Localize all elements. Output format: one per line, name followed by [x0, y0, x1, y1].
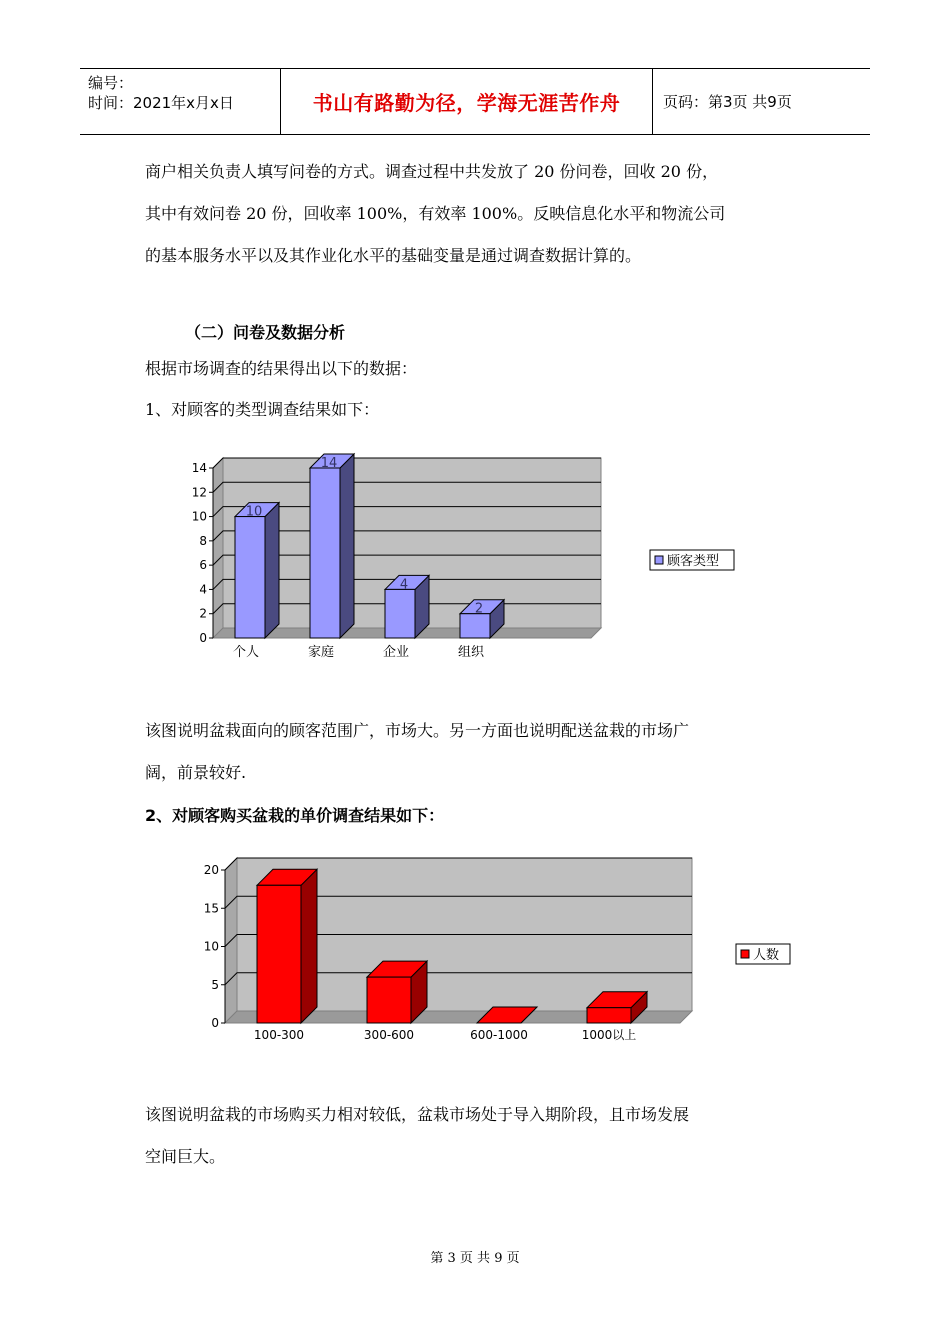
data-label: 14: [320, 456, 338, 471]
x-tick-label: 家庭: [307, 645, 335, 660]
chart1-conclusion-line-2: 阔，前景较好.: [145, 763, 247, 782]
item2-title: 2、对顾客购买盆栽的单价调查结果如下：: [145, 806, 445, 825]
y-tick-label: 14: [191, 461, 207, 475]
legend-swatch: [655, 556, 663, 564]
plot-side-wall: [213, 458, 223, 638]
y-tick-label: 5: [211, 977, 219, 992]
page-footer: 第 3 页 共 9 页: [430, 1251, 520, 1266]
page-header: [80, 68, 870, 135]
x-tick-label: 组织: [457, 645, 485, 660]
y-tick-label: 15: [203, 901, 219, 916]
bar: [235, 517, 265, 638]
legend-label: 顾客类型: [667, 554, 720, 569]
legend-label: 人数: [753, 948, 780, 963]
bar-side: [265, 503, 279, 638]
section-heading: （二）问卷及数据分析: [185, 323, 346, 342]
bar: [310, 468, 340, 638]
y-tick-label: 0: [199, 631, 207, 645]
data-label: 4: [399, 577, 409, 593]
data-label: 10: [245, 504, 263, 520]
intro-line-2: 其中有效问卷 20 份，回收率 100%，有效率 100%。反映信息化水平和物流公司: [145, 204, 726, 223]
chart1-conclusion-line-1: 该图说明盆栽面向的顾客范围广，市场大。另一方面也说明配送盆栽的市场广: [145, 721, 690, 740]
intro-line-1: 商户相关负责人填写问卷的方式。调查过程中共发放了 20 份问卷，回收 20 份，: [145, 162, 719, 181]
header-motto-cell: [281, 69, 653, 134]
bar-side: [340, 454, 354, 638]
y-tick-label: 6: [199, 558, 207, 573]
x-tick-label: 600-1000: [470, 1028, 528, 1042]
x-tick-label: 100-300: [253, 1028, 305, 1042]
y-tick-label: 10: [191, 509, 207, 524]
y-tick-label: 0: [211, 1016, 219, 1030]
item1-title: 1、对顾客的类型调查结果如下：: [145, 400, 380, 419]
y-tick-label: 10: [203, 939, 219, 954]
customer-type-chart: [180, 450, 760, 675]
header-motto: 书山有路勤为径，学海无涯苦作舟: [312, 91, 621, 115]
header-number: 编号：: [88, 74, 134, 92]
y-tick-label: 4: [199, 582, 207, 597]
chart2-conclusion-line-2: 空间巨大。: [145, 1147, 226, 1166]
header-page-text: 页码：第3页 共9页: [663, 93, 792, 111]
unit-price-chart: [180, 850, 820, 1050]
bar: [367, 977, 411, 1023]
y-tick-label: 8: [199, 533, 207, 548]
header-meta: [80, 69, 281, 134]
y-tick-label: 20: [203, 863, 219, 877]
bar: [460, 614, 490, 638]
header-time: 时间：2021年x月x日: [88, 94, 234, 112]
intro-line-3: 的基本服务水平以及其作业化水平的基础变量是通过调查数据计算的。: [145, 246, 642, 265]
bar: [587, 1008, 631, 1023]
bar-side: [301, 869, 317, 1023]
x-tick-label: 300-600: [363, 1028, 415, 1042]
y-tick-label: 2: [199, 606, 207, 621]
bar: [385, 589, 415, 638]
chart2-conclusion-line-1: 该图说明盆栽的市场购买力相对较低，盆栽市场处于导入期阶段，且市场发展: [145, 1105, 690, 1124]
y-tick-label: 12: [191, 485, 207, 500]
legend-swatch: [741, 950, 749, 958]
x-tick-label: 个人: [232, 645, 260, 660]
data-label: 2: [474, 601, 484, 617]
lead-in-text: 根据市场调查的结果得出以下的数据：: [145, 359, 418, 378]
x-tick-label: 1000以上: [581, 1028, 637, 1042]
bar: [257, 885, 301, 1023]
header-page-info: [653, 69, 870, 134]
x-tick-label: 企业: [382, 645, 410, 660]
